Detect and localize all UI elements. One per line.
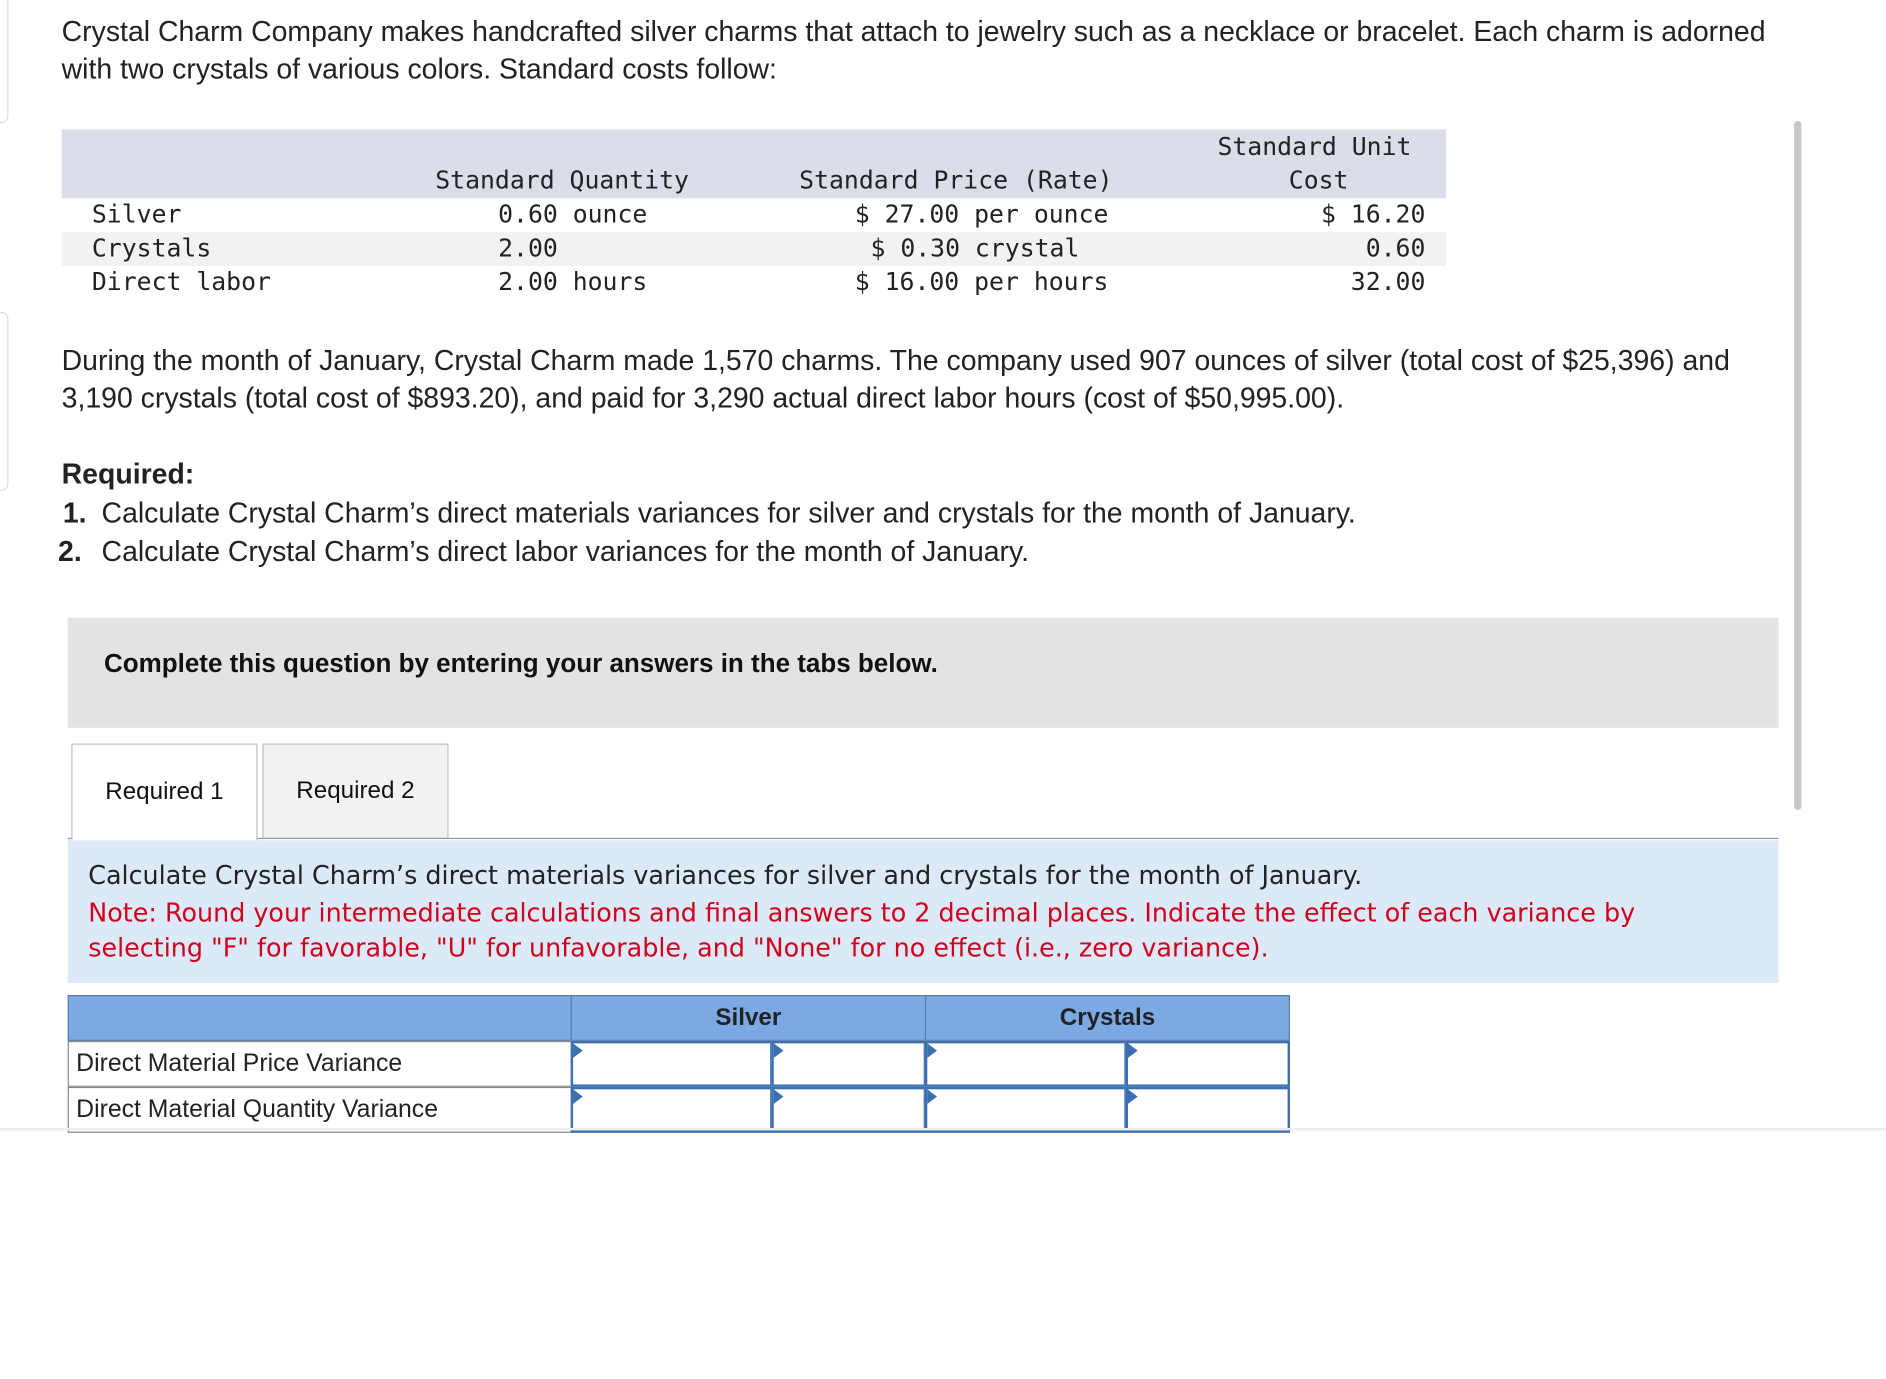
january-activity-text: During the month of January, Crystal Charm made 1,570 charms. The company used 907 ounces of silver (total cost of $25,396) and 3,190 crystals (total cost of $893.20), and paid for 3,290 actual direct labor hours (cost of $50,995.00). (61, 344, 1730, 414)
side-panel-edge (0, 0, 8, 123)
answer-header-blank (68, 995, 572, 1041)
row-label-quantity-variance: Direct Material Quantity Variance (68, 1087, 572, 1133)
silver-price-variance-effect-select[interactable] (771, 1041, 926, 1087)
crystals-price-variance-effect-select[interactable] (1126, 1041, 1290, 1087)
table-row (62, 232, 1446, 266)
required-heading: Required: (61, 458, 195, 490)
header-standard-quantity: Standard Quantity (435, 165, 689, 195)
standard-price: $ 0.30 crystal (870, 233, 1080, 263)
table-header (62, 129, 1446, 198)
scrollbar[interactable] (1794, 121, 1801, 810)
header-standard-price: Standard Price (Rate) (799, 165, 1113, 195)
required-item-number: 1. (62, 496, 87, 529)
item-label: Silver (91, 199, 182, 229)
crystals-quantity-variance-effect-select[interactable] (1126, 1087, 1290, 1133)
silver-quantity-variance-effect-field[interactable] (774, 1089, 924, 1130)
tab-required-2[interactable] (262, 744, 448, 840)
tab-divider (68, 838, 1779, 839)
table-row (62, 266, 1446, 300)
row-label-price-variance: Direct Material Price Variance (68, 1041, 572, 1087)
tab-instructions (68, 840, 1779, 983)
side-panel-edge (0, 312, 8, 491)
standard-price: $ 27.00 per ounce (854, 199, 1109, 229)
crystals-price-variance-field[interactable] (927, 1043, 1124, 1084)
instruction-main: Calculate Crystal Charm’s direct materials variances for silver and crystals for the month of January. (88, 860, 1363, 890)
required-item-text: Calculate Crystal Charm’s direct labor variances for the month of January. (101, 535, 1030, 568)
standard-price: $ 16.00 per hours (854, 267, 1109, 297)
tab-label: Required 2 (296, 777, 415, 804)
answer-header-crystals: Crystals (925, 995, 1290, 1041)
standard-unit-cost: $ 16.20 (1320, 199, 1426, 229)
crystals-price-variance-effect-field[interactable] (1128, 1043, 1288, 1084)
tab-label: Required 1 (105, 778, 224, 806)
required-item-number: 2. (58, 535, 82, 568)
standard-quantity: 0.60 ounce (498, 199, 648, 229)
standard-quantity: 2.00 (498, 233, 558, 263)
standard-unit-cost: 0.60 (1365, 233, 1426, 263)
silver-price-variance-input[interactable] (571, 1041, 773, 1087)
table-row (62, 198, 1446, 232)
intro-text: Crystal Charm Company makes handcrafted silver charms that attach to jewelry such as a necklace or bracelet. Each charm is adorned with two crystals of various colors. Standard costs follow: (61, 15, 1766, 85)
silver-price-variance-effect-field[interactable] (774, 1043, 924, 1084)
silver-quantity-variance-field[interactable] (573, 1089, 770, 1130)
header-standard-unit-cost-line2: Cost (1288, 165, 1349, 195)
instruction-band-text: Complete this question by entering your answers in the tabs below. (103, 649, 938, 679)
silver-quantity-variance-input[interactable] (571, 1087, 773, 1133)
item-label: Crystals (91, 233, 212, 263)
crystals-price-variance-input[interactable] (925, 1041, 1127, 1087)
crystals-quantity-variance-input[interactable] (925, 1087, 1127, 1133)
required-item-text: Calculate Crystal Charm’s direct materials variances for silver and crystals for the month of January. (101, 496, 1356, 529)
instruction-note: Note: Round your intermediate calculations and final answers to 2 decimal places. Indicate the effect of each variance by selecting "F" for favorable, "U" for unfavorable, and "None" for no effect (i.e., zero variance). (88, 898, 1636, 963)
bottom-divider (0, 1128, 1886, 1130)
standard-quantity: 2.00 hours (498, 267, 648, 297)
answer-header-silver: Silver (571, 995, 926, 1041)
item-label: Direct labor (91, 267, 271, 297)
crystals-quantity-variance-effect-field[interactable] (1128, 1089, 1288, 1130)
silver-quantity-variance-effect-select[interactable] (771, 1087, 926, 1133)
crystals-quantity-variance-field[interactable] (927, 1089, 1124, 1130)
standard-unit-cost: 32.00 (1350, 267, 1426, 297)
silver-price-variance-field[interactable] (573, 1043, 770, 1084)
header-standard-unit-cost-line1: Standard Unit (1217, 131, 1412, 161)
instruction-band (68, 618, 1779, 728)
tab-required-1[interactable] (71, 744, 257, 841)
